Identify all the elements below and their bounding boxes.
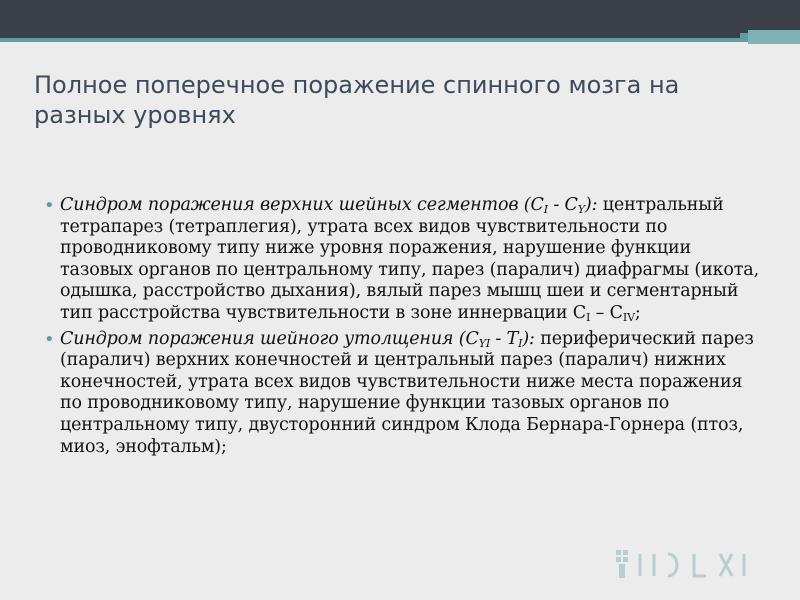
- syndrome-title: Синдром поражения верхних шейных сегментов $(C_I - C_Y)$:: [60, 195, 598, 216]
- bullet-marker: •: [44, 195, 55, 216]
- syndrome-description: центральный тетрапарез (тетраплегия), утрата всех видов чувствительности по проводниковому типу ниже уровня поражения, нарушение функции тазовых органов по центральному типу, парез (паралич) диафрагмы (икота, одышка, расстройство дыхания), вялый парез мышц шеи и сегментарный тип расстройства чувствительности в зоне иннервации $С_I - С_{IV}$;: [60, 195, 759, 324]
- bullet-item-upper-cervical: [44, 195, 760, 325]
- accent-block: [748, 30, 800, 44]
- syndrome-title: Синдром поражения шейного утолщения $(C_{YI} - T_I)$:: [60, 328, 535, 350]
- watermark-logo-icon: [610, 542, 760, 590]
- bullet-marker: •: [44, 328, 55, 350]
- bullet-item-cervical-enlargement: [44, 328, 760, 459]
- bullet-list: [44, 195, 760, 462]
- accent-bar: [0, 38, 800, 42]
- slide-title: Полное поперечное поражение спинного мозга на разных уровнях: [34, 71, 680, 129]
- syndrome-description: периферический парез (паралич) верхних конечностей и центральный парез (паралич) нижних конечностей, утрата всех видов чувствительности ниже места поражения по проводниковому типу, нарушение функции тазовых органов по центральному типу, двусторонний синдром Клода Бернара-Горнера (птоз, миоз, энофтальм);: [60, 328, 754, 457]
- accent-square: [740, 33, 748, 41]
- header-band: [0, 0, 800, 38]
